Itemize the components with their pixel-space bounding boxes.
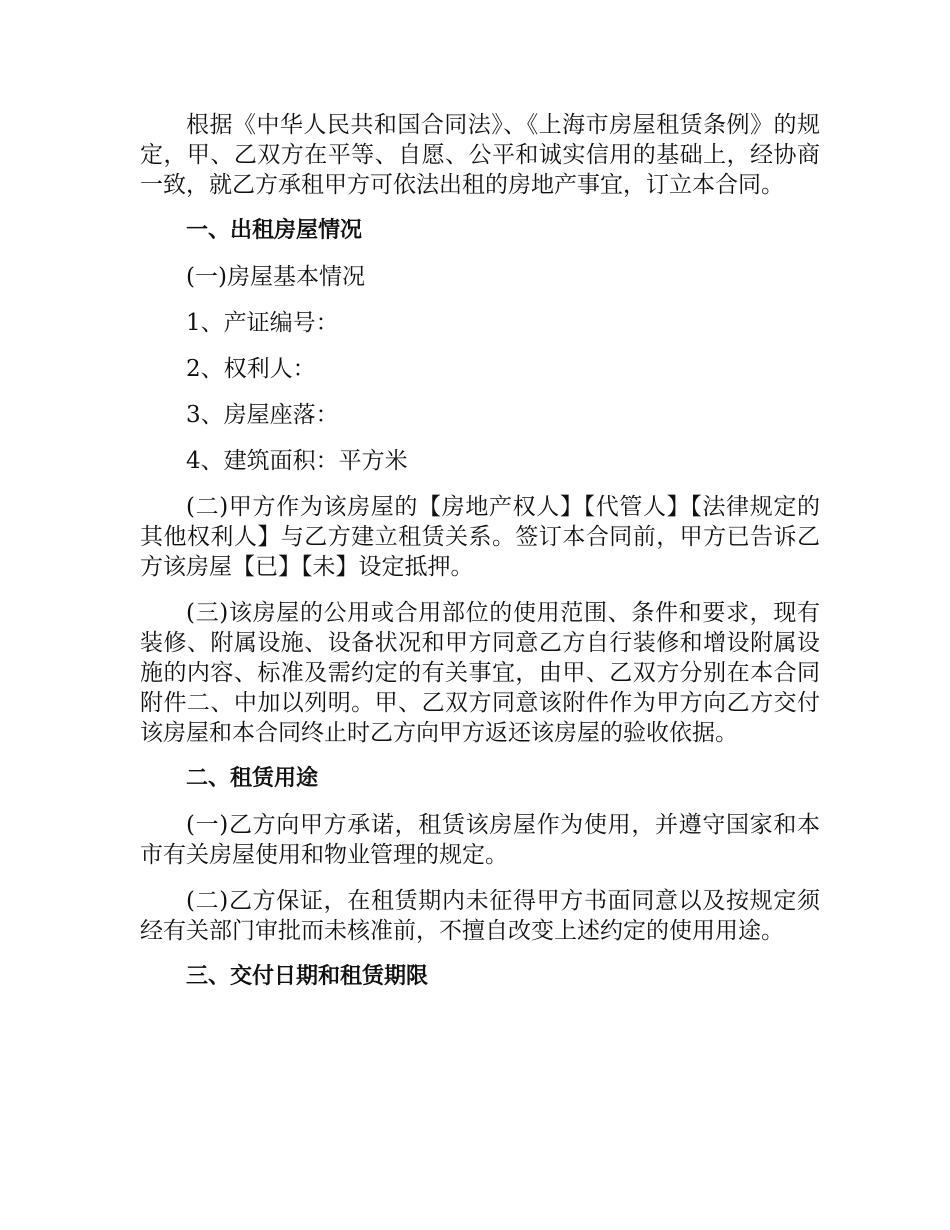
subsection-2-1: (一)乙方向甲方承诺，租赁该房屋作为使用，并遵守国家和本市有关房屋使用和物业管理的规定。 [140,812,820,868]
field-floor-area: 4、建筑面积：平方米 [186,448,408,474]
document-body [140,110,820,1008]
subsection-2-2: (二)乙方保证，在租赁期内未征得甲方书面同意以及按规定须经有关部门审批而未核准前，不擅自改变上述约定的使用用途。 [140,888,820,944]
subsection-1-3: (三)该房屋的公用或合用部位的使用范围、条件和要求，现有装修、附属设施、设备状况和甲方同意乙方自行装修和增设附属设施的内容、标准及需约定的有关事宜，由甲、乙双方分别在本合同附件二、中加以列明。甲、乙双方同意该附件作为甲方向乙方交付该房屋和本合同终止时乙方向甲方返还该房屋的验收依据。 [140,600,820,746]
section-heading-2: 二、租赁用途 [186,766,319,791]
subsection-1-1: (一)房屋基本情况 [186,264,365,290]
intro-paragraph: 根据《中华人民共和国合同法》、《上海市房屋租赁条例》的规定，甲、乙双方在平等、自愿、公平和诚实信用的基础上，经协商一致，就乙方承租甲方可依法出租的房地产事宜，订立本合同。 [140,112,820,198]
field-location: 3、房屋座落： [186,402,339,428]
field-owner: 2、权利人： [186,356,316,382]
section-heading-3: 三、交付日期和租赁期限 [186,964,429,989]
section-heading-1: 一、出租房屋情况 [186,218,363,243]
subsection-1-2: (二)甲方作为该房屋的【房地产权人】【代管人】【法律规定的其他权利人】与乙方建立租赁关系。签订本合同前，甲方已告诉乙方该房屋【已】【未】设定抵押。 [140,494,820,580]
field-certificate-number: 1、产证编号： [186,310,339,336]
